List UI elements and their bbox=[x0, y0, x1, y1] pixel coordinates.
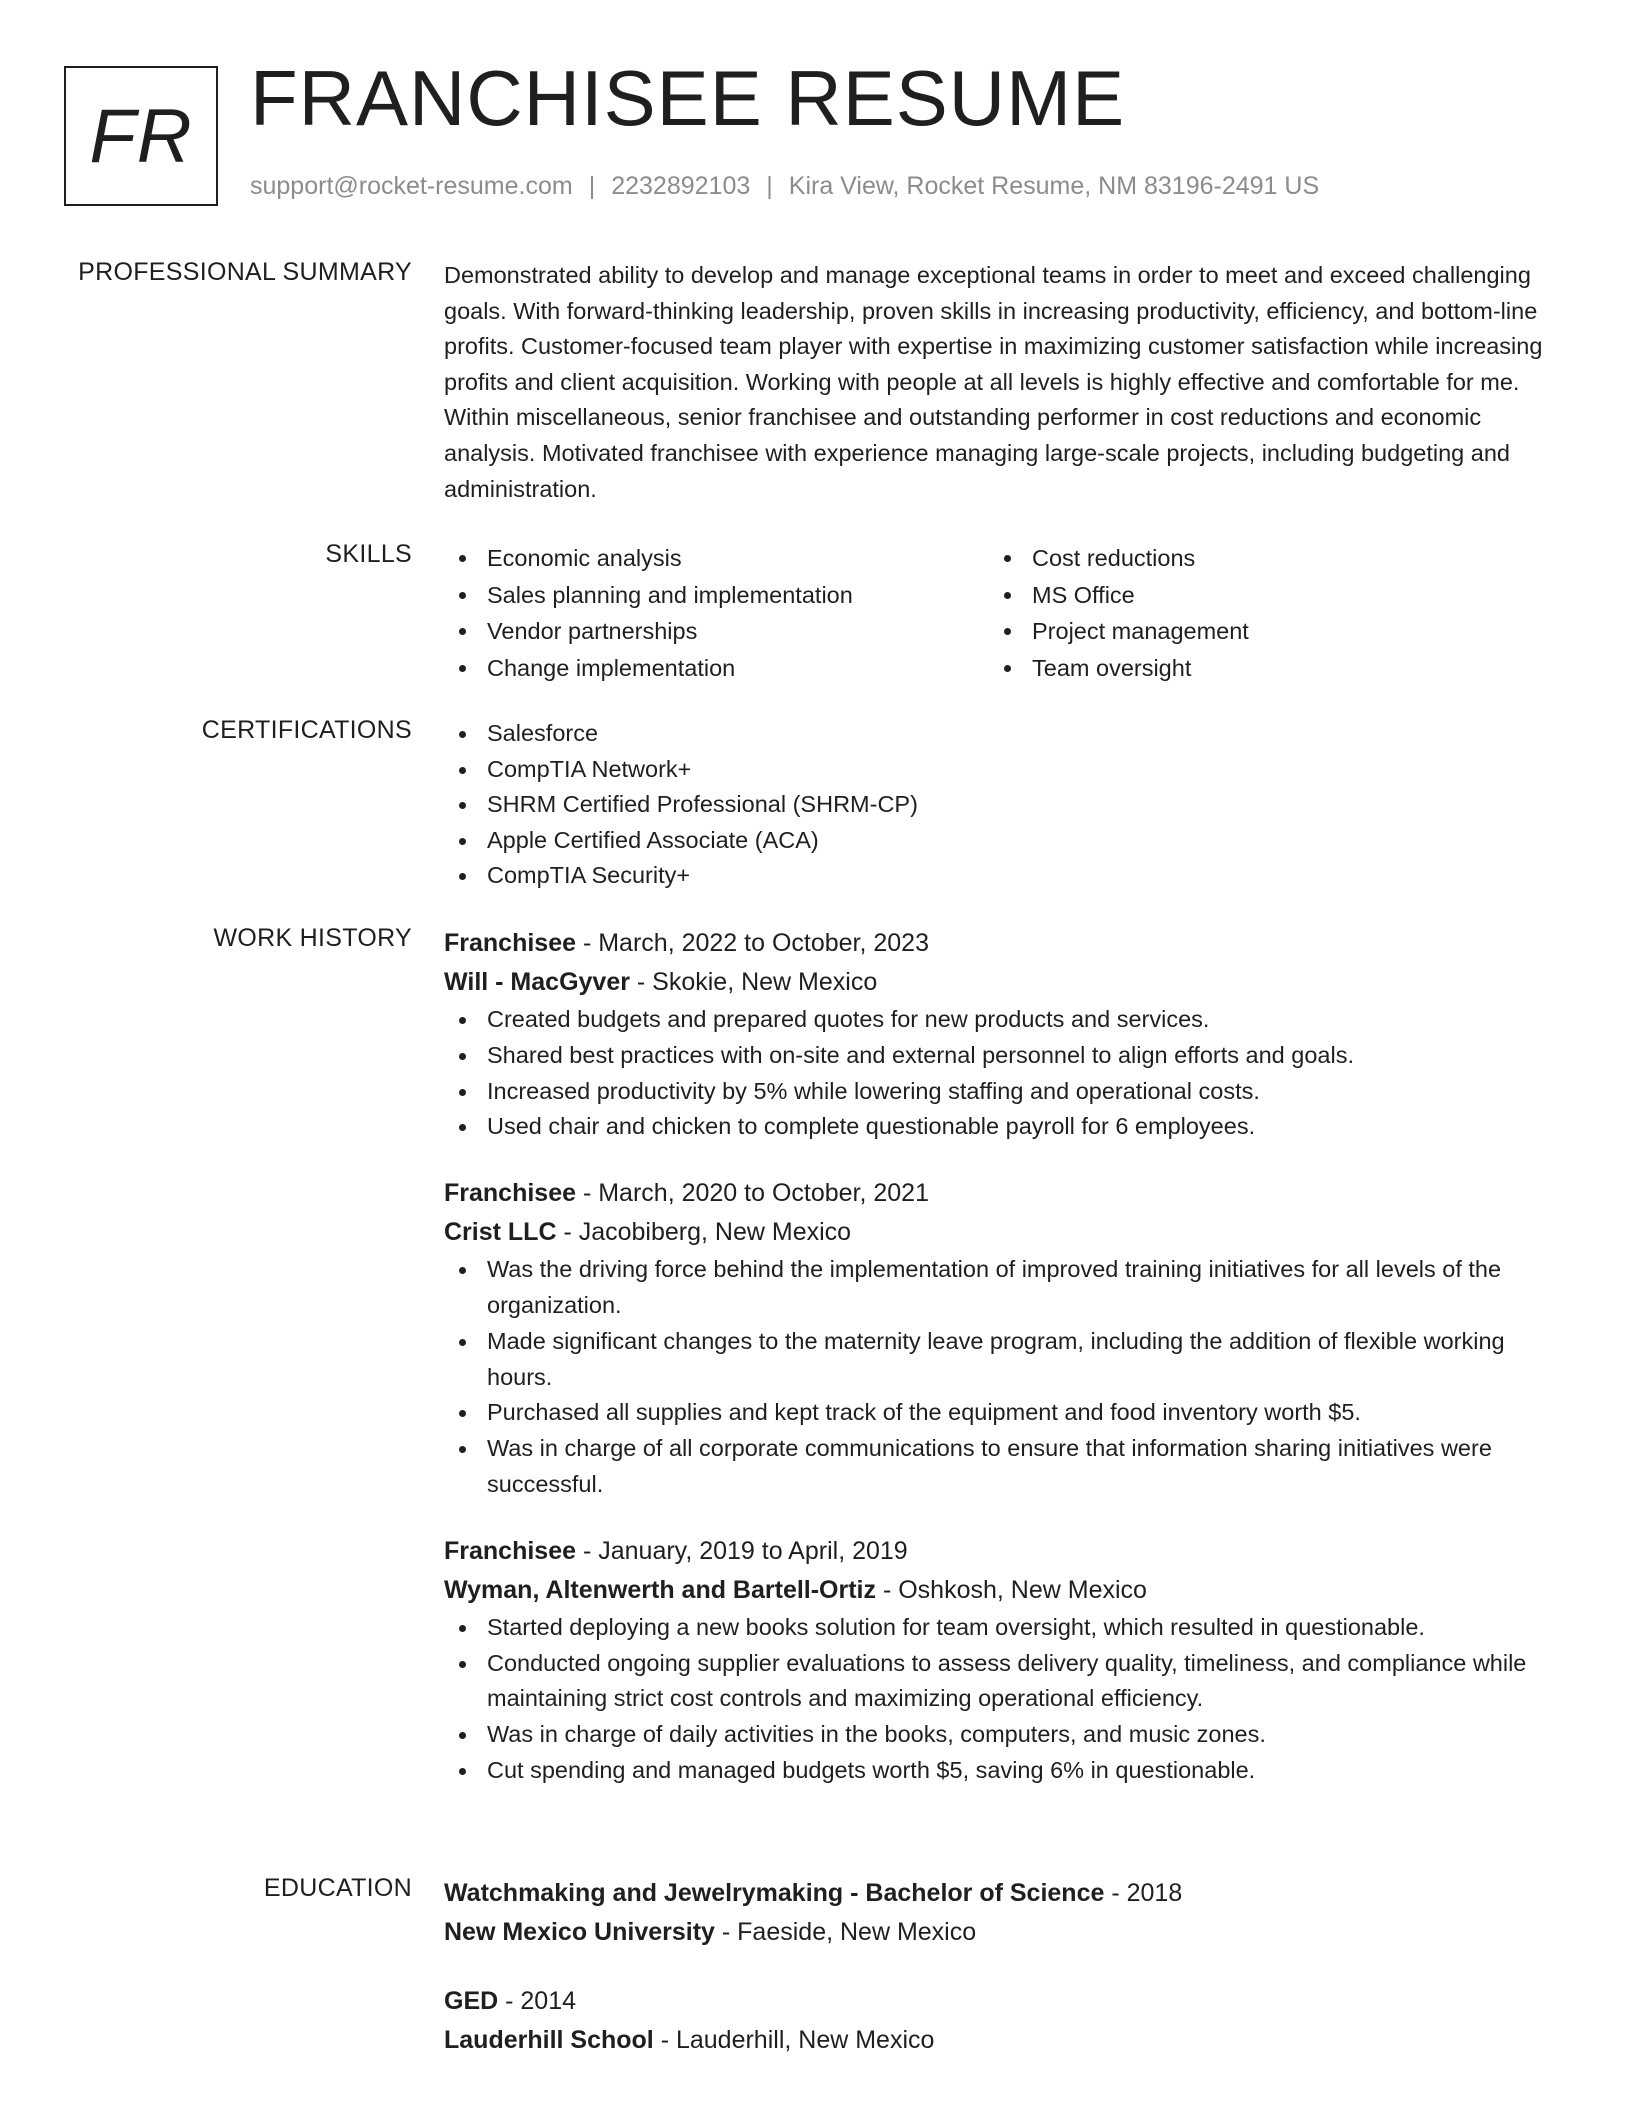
job-bullet: Increased productivity by 5% while lowering staffing and operational costs. bbox=[444, 1074, 1562, 1110]
job-location: - Oshkosh, New Mexico bbox=[876, 1575, 1147, 1604]
job-entry bbox=[444, 1174, 1562, 1503]
skills-column-2 bbox=[989, 540, 1534, 686]
job-bullets bbox=[444, 1252, 1562, 1503]
skill-item: Vendor partnerships bbox=[444, 613, 989, 650]
education-degree-line bbox=[444, 1982, 1562, 2021]
education-location: - Lauderhill, New Mexico bbox=[653, 2026, 935, 2054]
job-entry bbox=[444, 924, 1562, 1145]
skills-column-1 bbox=[444, 540, 989, 686]
contact-address: Kira View, Rocket Resume, NM 83196-2491 US bbox=[788, 172, 1320, 200]
contact-separator: | bbox=[588, 172, 596, 200]
job-title-line bbox=[444, 1532, 1562, 1571]
education-school-line bbox=[444, 1913, 1562, 1952]
education-school: Lauderhill School bbox=[444, 2026, 654, 2054]
job-dates: - January, 2019 to April, 2019 bbox=[576, 1536, 908, 1565]
job-bullet: Was in charge of all corporate communications to ensure that information sharing initiatives were successful. bbox=[444, 1431, 1562, 1503]
summary-body bbox=[444, 258, 1562, 507]
skill-item: Change implementation bbox=[444, 650, 989, 687]
contact-line bbox=[250, 172, 1319, 201]
job-bullet: Made significant changes to the maternity leave program, including the addition of flexible working hours. bbox=[444, 1324, 1562, 1396]
section-label-skills: SKILLS bbox=[325, 540, 412, 568]
skill-item: Economic analysis bbox=[444, 540, 989, 577]
education-entry bbox=[444, 1982, 1562, 2060]
job-bullet: Cut spending and managed budgets worth $5, saving 6% in questionable. bbox=[444, 1753, 1562, 1789]
section-label-certifications: CERTIFICATIONS bbox=[201, 716, 412, 744]
education-degree: Watchmaking and Jewelrymaking - Bachelor of Science bbox=[444, 1879, 1105, 1907]
job-dates: - March, 2022 to October, 2023 bbox=[576, 929, 929, 957]
job-company: Wyman, Altenwerth and Bartell-Ortiz bbox=[444, 1575, 877, 1604]
skills-grid bbox=[444, 540, 1562, 686]
education-school: New Mexico University bbox=[444, 1918, 715, 1946]
education-school-line bbox=[444, 2021, 1562, 2060]
skill-item: Project management bbox=[989, 613, 1534, 650]
job-title: Franchisee bbox=[444, 929, 577, 957]
job-bullet: Was the driving force behind the implementation of improved training initiatives for all levels of the organization. bbox=[444, 1252, 1562, 1324]
certification-item: Apple Certified Associate (ACA) bbox=[444, 823, 1562, 859]
job-bullet: Shared best practices with on-site and external personnel to align efforts and goals. bbox=[444, 1038, 1562, 1074]
education-degree-line bbox=[444, 1874, 1562, 1913]
section-label-work-history: WORK HISTORY bbox=[213, 924, 412, 952]
job-company-line bbox=[444, 1213, 1562, 1252]
job-bullets bbox=[444, 1002, 1562, 1145]
skill-item: Team oversight bbox=[989, 650, 1534, 687]
job-bullet: Conducted ongoing supplier evaluations to assess delivery quality, timeliness, and compliance while maintaining strict cost controls and maximizing operational efficiency. bbox=[444, 1646, 1562, 1718]
education-location: - Faeside, New Mexico bbox=[714, 1918, 977, 1946]
job-bullet: Purchased all supplies and kept track of the equipment and food inventory worth $5. bbox=[444, 1395, 1562, 1431]
job-bullets bbox=[444, 1610, 1562, 1789]
certification-item: Salesforce bbox=[444, 716, 1562, 752]
certification-item: CompTIA Security+ bbox=[444, 858, 1562, 894]
contact-email: support@rocket-resume.com bbox=[250, 172, 573, 200]
job-bullet: Started deploying a new books solution for team oversight, which resulted in questionable. bbox=[444, 1610, 1562, 1646]
job-company-line bbox=[444, 963, 1562, 1002]
contact-phone: 2232892103 bbox=[611, 172, 751, 200]
job-location: - Skokie, New Mexico bbox=[629, 968, 878, 996]
education-year: - 2014 bbox=[498, 1987, 577, 2015]
education-degree: GED bbox=[444, 1987, 499, 2015]
job-bullet: Created budgets and prepared quotes for new products and services. bbox=[444, 1002, 1562, 1038]
section-label-summary: PROFESSIONAL SUMMARY bbox=[78, 258, 412, 286]
work-history-body bbox=[444, 924, 1562, 1789]
job-company-line bbox=[444, 1571, 1562, 1610]
education-year: - 2018 bbox=[1104, 1879, 1183, 1907]
job-title: Franchisee bbox=[444, 1179, 577, 1208]
job-location: - Jacobiberg, New Mexico bbox=[556, 1218, 852, 1247]
job-company: Will - MacGyver bbox=[444, 968, 630, 996]
section-label-education: EDUCATION bbox=[263, 1874, 412, 1902]
job-title: Franchisee bbox=[444, 1536, 577, 1565]
summary-text: Demonstrated ability to develop and manage exceptional teams in order to meet and exceed challenging goals. With forward-thinking leadership, proven skills in increasing productivity, efficiency, and bottom-line profits. Customer-focused team player with expertise in maximizing customer satisfaction while increasing profits and client acquisition. Working with people at all levels is highly effective and comfortable for me. Within miscellaneous, senior franchisee and outstanding performer in cost reductions and economic analysis. Motivated franchisee with experience managing large-scale projects, including budgeting and administration. bbox=[444, 262, 1543, 502]
monogram-initials: FR bbox=[89, 93, 193, 179]
certifications-list bbox=[444, 716, 1562, 894]
job-entry bbox=[444, 1532, 1562, 1789]
contact-separator: | bbox=[766, 172, 773, 200]
skill-item: Cost reductions bbox=[989, 540, 1534, 577]
job-dates: - March, 2020 to October, 2021 bbox=[576, 1179, 929, 1208]
monogram-badge bbox=[64, 66, 218, 206]
job-company: Crist LLC bbox=[444, 1218, 557, 1247]
skill-item: MS Office bbox=[989, 577, 1534, 614]
job-title-line bbox=[444, 924, 1562, 963]
education-body bbox=[444, 1874, 1562, 2060]
skill-item: Sales planning and implementation bbox=[444, 577, 989, 614]
job-bullet: Was in charge of daily activities in the books, computers, and music zones. bbox=[444, 1717, 1562, 1753]
resume-title: FRANCHISEE RESUME bbox=[250, 54, 1126, 142]
certification-item: SHRM Certified Professional (SHRM-CP) bbox=[444, 787, 1562, 823]
education-entry bbox=[444, 1874, 1562, 1952]
job-title-line bbox=[444, 1174, 1562, 1213]
job-bullet: Used chair and chicken to complete questionable payroll for 6 employees. bbox=[444, 1109, 1562, 1145]
certifications-body bbox=[444, 716, 1562, 894]
certification-item: CompTIA Network+ bbox=[444, 752, 1562, 788]
